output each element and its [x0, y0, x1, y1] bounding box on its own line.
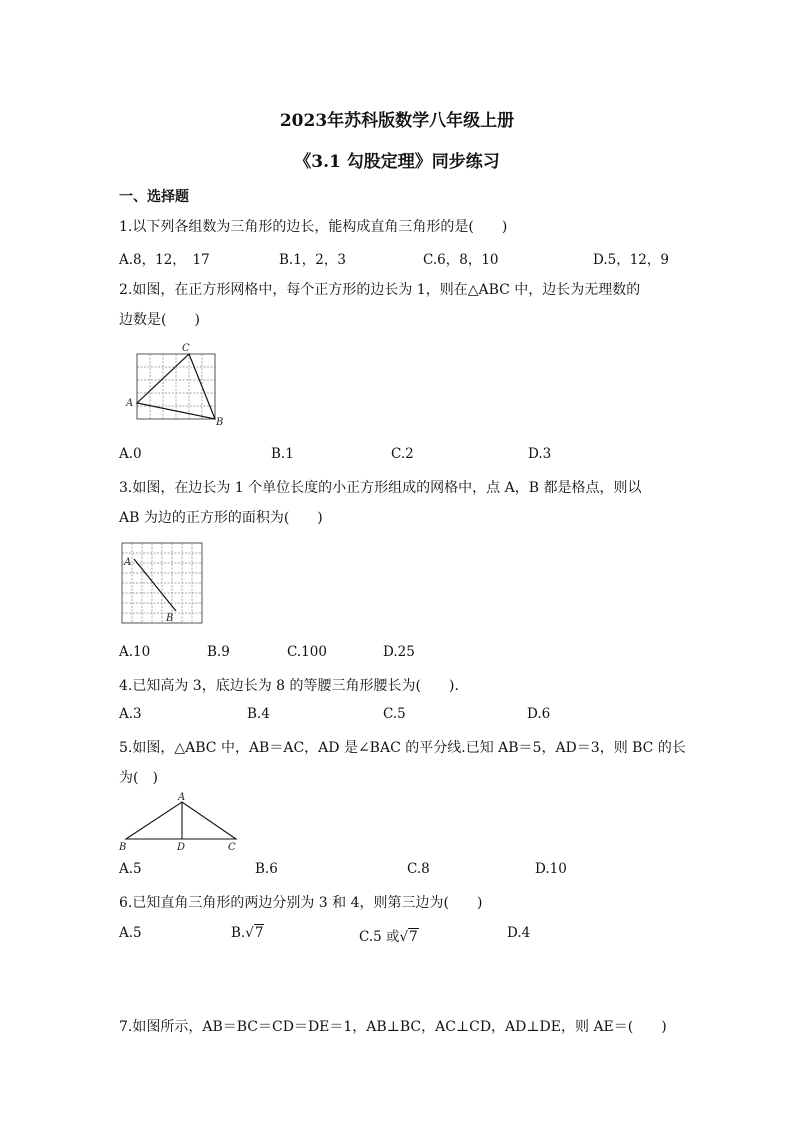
question-3-stem-line2: AB 为边的正方形的面积为( )	[119, 510, 323, 526]
label-b: B	[119, 842, 127, 853]
grid	[122, 543, 202, 623]
question-4-stem: 4.已知高为 3，底边长为 8 的等腰三角形腰长为( ).	[119, 678, 459, 694]
document-subtitle: 《3.1 勾股定理》同步练习	[294, 152, 500, 172]
question-4-option-b: B.4	[247, 706, 270, 722]
question-1-option-a: A.8，12， 17	[119, 252, 210, 268]
question-6-stem: 6.已知直角三角形的两边分别为 3 和 4，则第三边为( )	[119, 895, 483, 911]
section-heading: 一、选择题	[119, 189, 189, 205]
question-6-option-a: A.5	[119, 925, 142, 941]
label-a: A	[178, 792, 186, 803]
question-5-option-b: B.6	[255, 861, 278, 877]
question-3-option-a: A.10	[119, 644, 151, 660]
question-5-option-d: D.10	[535, 861, 567, 877]
document-title: 2023年苏科版数学八年级上册	[279, 111, 515, 131]
question-6-option-d: D.4	[507, 925, 531, 941]
question-7-stem: 7.如图所示，AB＝BC＝CD＝DE＝1，AB⊥BC，AC⊥CD，AD⊥DE，则 AE＝( )	[119, 1019, 667, 1035]
label-a: A	[124, 557, 132, 568]
question-2-option-b: B.1	[271, 446, 294, 462]
question-1-option-d: D.5，12，9	[593, 252, 669, 268]
question-4-option-a: A.3	[119, 706, 142, 722]
grid	[137, 354, 215, 419]
question-5-option-a: A.5	[119, 861, 142, 877]
label-b: B	[166, 613, 174, 624]
question-1-option-c: C.6，8，10	[423, 252, 499, 268]
question-6-option-c	[359, 925, 419, 945]
question-2-option-c: C.2	[391, 446, 414, 462]
option-c-radicand: 7	[409, 929, 418, 945]
question-2-stem-line2: 边数是( )	[119, 312, 200, 328]
label-c: C	[182, 343, 190, 354]
question-4-option-d: D.6	[527, 706, 551, 722]
question-2-stem-line1: 2.如图，在正方形网格中，每个正方形的边长为 1，则在△ABC 中，边长为无理数的	[119, 282, 641, 298]
question-5-stem-line2: 为( )	[119, 770, 158, 786]
question-1-stem: 1.以下列各组数为三角形的边长，能构成直角三角形的是( )	[119, 219, 508, 235]
question-2-option-a: A.0	[119, 446, 142, 462]
sqrt-symbol: √7	[245, 925, 264, 941]
question-3-option-d: D.25	[383, 644, 415, 660]
question-4-option-c: C.5	[383, 706, 406, 722]
question-1-option-b: B.1，2，3	[279, 252, 346, 268]
sqrt-symbol: √7	[399, 929, 418, 945]
question-3-option-c: C.100	[287, 644, 327, 660]
option-b-radicand: 7	[254, 925, 264, 941]
option-c-prefix: C.5 或	[359, 929, 400, 945]
question-2-figure	[124, 341, 230, 429]
question-5-option-c: C.8	[407, 861, 430, 877]
label-d: D	[177, 842, 186, 853]
question-5-stem-line1: 5.如图，△ABC 中，AB＝AC，AD 是∠BAC 的平分线.已知 AB＝5，AD＝3，则 BC 的长	[119, 740, 686, 756]
question-3-stem-line1: 3.如图，在边长为 1 个单位长度的小正方形组成的网格中，点 A，B 都是格点，则以	[119, 480, 642, 496]
question-3-figure	[120, 541, 204, 625]
question-5-figure	[116, 790, 242, 854]
triangle-abc	[126, 802, 236, 839]
label-a: A	[126, 398, 134, 409]
question-2-option-d: D.3	[528, 446, 552, 462]
label-c: C	[228, 842, 236, 853]
label-b: B	[216, 417, 224, 428]
question-6-option-b	[231, 925, 264, 941]
question-3-option-b: B.9	[207, 644, 230, 660]
option-b-prefix: B.	[231, 925, 246, 941]
